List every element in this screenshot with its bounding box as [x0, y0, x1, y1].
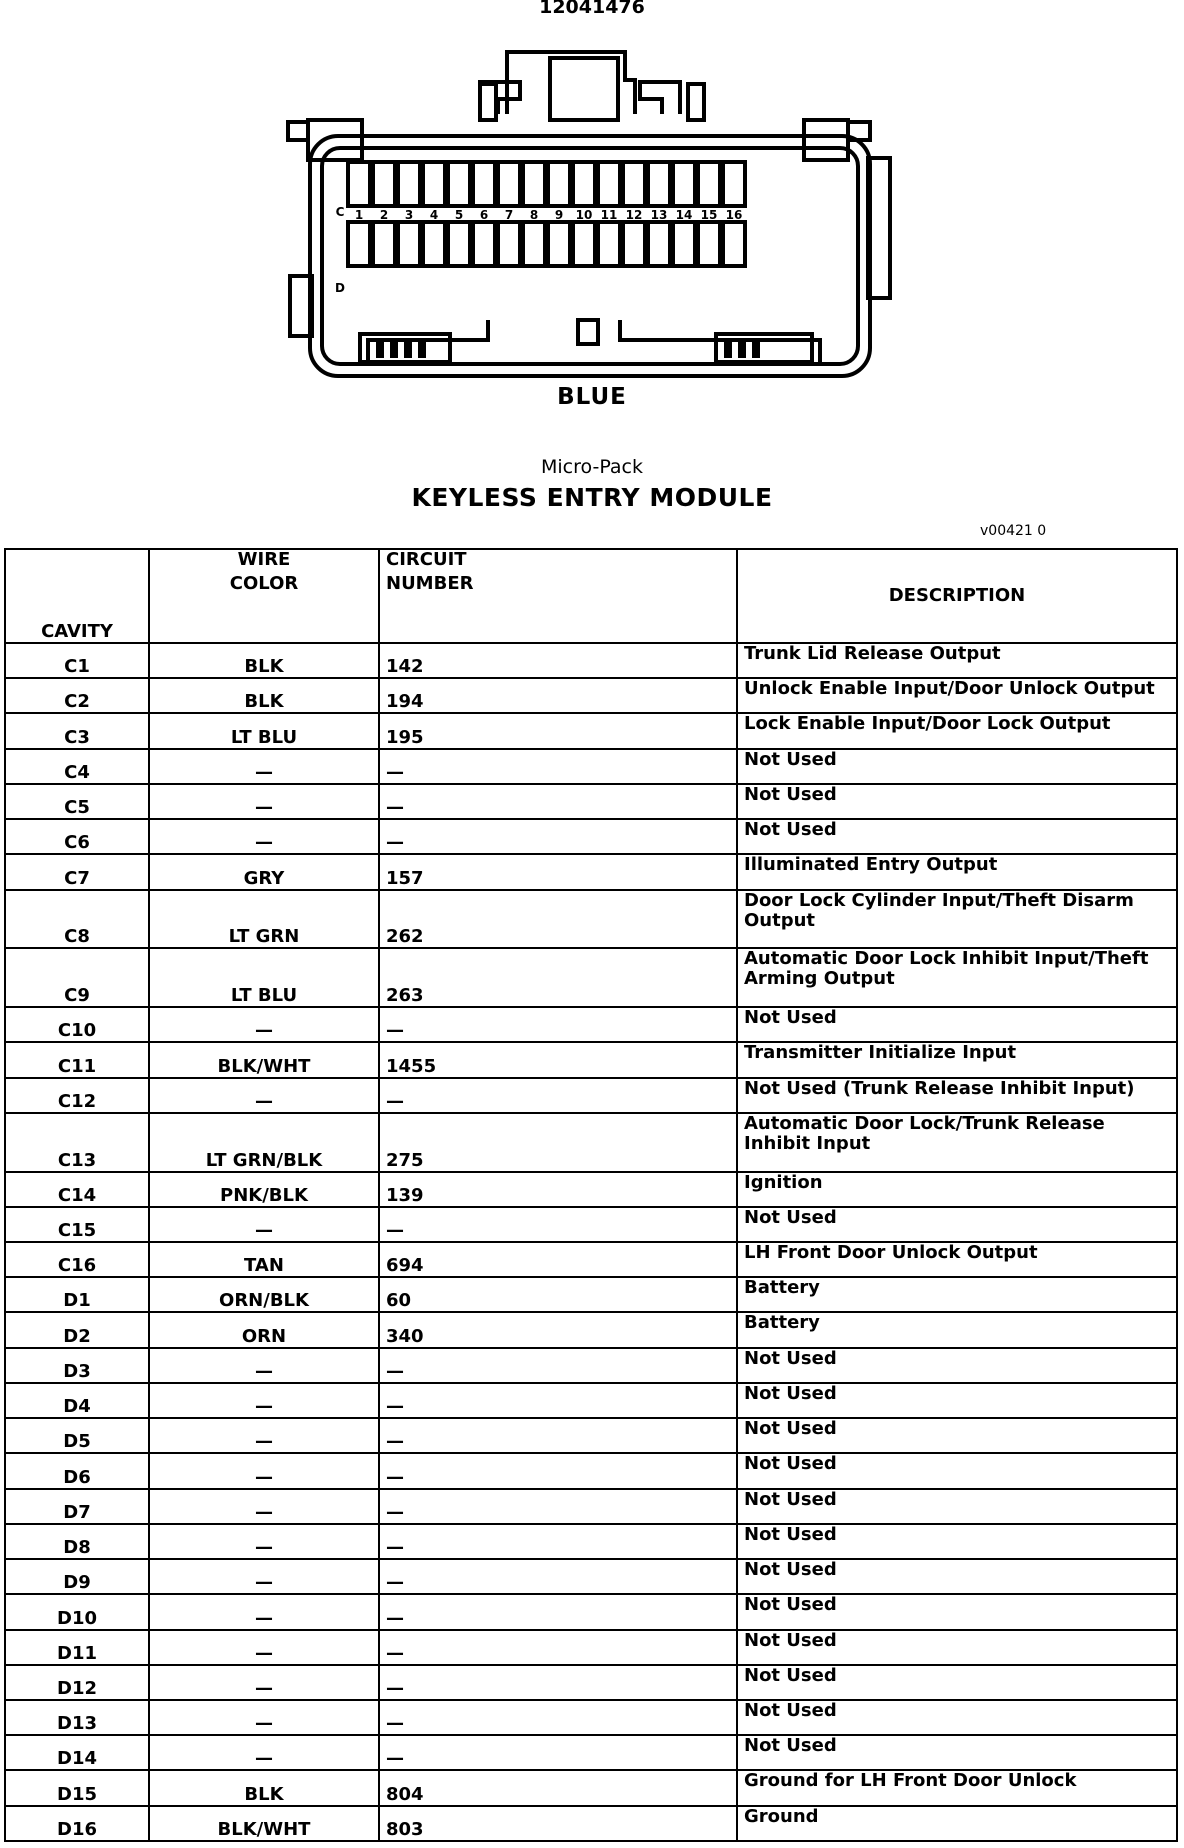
circuit-number-cell: —	[379, 749, 737, 784]
cavity-cell: D10	[5, 1594, 149, 1629]
cavity-d16	[723, 222, 745, 266]
circuit-number-cell: —	[379, 784, 737, 819]
circuit-number-cell: 157	[379, 854, 737, 889]
description-cell: Not Used	[737, 1735, 1177, 1770]
cavity-c6	[473, 162, 495, 206]
wire-color-cell: BLK	[149, 678, 379, 713]
table-row	[5, 1007, 1177, 1042]
table-row	[5, 1242, 1177, 1277]
table-row	[5, 1312, 1177, 1347]
table-row	[5, 1172, 1177, 1207]
cavity-c4	[423, 162, 445, 206]
table-row	[5, 1489, 1177, 1524]
wire-color-cell: LT GRN/BLK	[149, 1113, 379, 1172]
header-description: DESCRIPTION	[737, 549, 1177, 643]
pin-number-label: 3	[404, 208, 414, 222]
cavity-c13	[648, 162, 670, 206]
cavity-c9	[548, 162, 570, 206]
circuit-number-cell: 340	[379, 1312, 737, 1347]
table-row	[5, 1418, 1177, 1453]
circuit-number-cell: —	[379, 1700, 737, 1735]
wire-color-cell: —	[149, 749, 379, 784]
connector-diagram	[280, 44, 920, 384]
cavity-d13	[648, 222, 670, 266]
circuit-number-cell: 139	[379, 1172, 737, 1207]
description-cell: Not Used	[737, 784, 1177, 819]
description-cell: Not Used	[737, 1594, 1177, 1629]
circuit-number-cell: 804	[379, 1770, 737, 1805]
cavity-d11	[598, 222, 620, 266]
description-cell: Not Used	[737, 1524, 1177, 1559]
cavity-cell: C3	[5, 713, 149, 748]
header-circuit-line-1: CIRCUIT	[386, 549, 467, 570]
wire-color-cell: —	[149, 1348, 379, 1383]
description-cell: Not Used	[737, 1559, 1177, 1594]
description-cell: Not Used (Trunk Release Inhibit Input)	[737, 1078, 1177, 1113]
table-row	[5, 1806, 1177, 1841]
description-cell: Not Used	[737, 1007, 1177, 1042]
connector-subtitle: Micro-Pack	[540, 456, 644, 478]
wire-color-cell: —	[149, 1594, 379, 1629]
connector-latch	[507, 52, 635, 114]
circuit-number-cell: —	[379, 1418, 737, 1453]
table-row	[5, 749, 1177, 784]
table-row	[5, 819, 1177, 854]
cavity-cell: C8	[5, 890, 149, 949]
description-cell: Trunk Lid Release Output	[737, 643, 1177, 678]
header-circuit-line-2: NUMBER	[386, 573, 474, 594]
table-row	[5, 1770, 1177, 1805]
circuit-number-cell: —	[379, 1735, 737, 1770]
description-cell: Ground	[737, 1806, 1177, 1841]
cavity-cell: C15	[5, 1207, 149, 1242]
description-cell: Battery	[737, 1312, 1177, 1347]
table-row	[5, 1113, 1177, 1172]
cavity-d4	[423, 222, 445, 266]
table-row	[5, 643, 1177, 678]
connector-color: BLUE	[557, 384, 627, 410]
table-row	[5, 948, 1177, 1007]
cavity-d15	[698, 222, 720, 266]
wire-color-cell: —	[149, 819, 379, 854]
wire-color-cell: —	[149, 1665, 379, 1700]
wire-color-cell: TAN	[149, 1242, 379, 1277]
pin-number-label: 2	[379, 208, 389, 222]
left-mount-ear	[308, 120, 362, 160]
circuit-number-cell: 694	[379, 1242, 737, 1277]
cavity-d14	[673, 222, 695, 266]
table-row	[5, 713, 1177, 748]
description-cell: Transmitter Initialize Input	[737, 1042, 1177, 1077]
latch-lock-tab	[550, 58, 618, 120]
cavity-c16	[723, 162, 745, 206]
circuit-number-cell: —	[379, 1630, 737, 1665]
wire-color-cell: ORN	[149, 1312, 379, 1347]
circuit-number-cell: —	[379, 819, 737, 854]
cavity-cell: C2	[5, 678, 149, 713]
cavity-c10	[573, 162, 595, 206]
cavity-d1	[348, 222, 370, 266]
cavity-cell: C6	[5, 819, 149, 854]
wire-color-cell: —	[149, 1207, 379, 1242]
wire-color-cell: —	[149, 1489, 379, 1524]
cavity-cell: C10	[5, 1007, 149, 1042]
cavity-c11	[598, 162, 620, 206]
cavity-c3	[398, 162, 420, 206]
description-cell: LH Front Door Unlock Output	[737, 1242, 1177, 1277]
description-cell: Not Used	[737, 1453, 1177, 1488]
wire-color-cell: —	[149, 1700, 379, 1735]
description-cell: Not Used	[737, 749, 1177, 784]
right-mount-ear	[804, 120, 848, 160]
description-cell: Not Used	[737, 1207, 1177, 1242]
pin-number-label: 6	[479, 208, 489, 222]
wire-color-cell: LT BLU	[149, 713, 379, 748]
description-cell: Not Used	[737, 1383, 1177, 1418]
cavity-cell: C12	[5, 1078, 149, 1113]
pin-number-label: 9	[554, 208, 564, 222]
cavity-cell: D7	[5, 1489, 149, 1524]
pin-number-label: 1	[354, 208, 364, 222]
description-cell: Unlock Enable Input/Door Unlock Output	[737, 678, 1177, 713]
circuit-number-cell: 803	[379, 1806, 737, 1841]
cavity-cell: D13	[5, 1700, 149, 1735]
wire-color-cell: —	[149, 784, 379, 819]
wire-color-cell: —	[149, 1453, 379, 1488]
connector-part-number: 12041476	[539, 0, 645, 18]
circuit-number-cell: 275	[379, 1113, 737, 1172]
pin-number-label: 5	[454, 208, 464, 222]
cavity-d2	[373, 222, 395, 266]
wire-color-cell: —	[149, 1078, 379, 1113]
table-row	[5, 1078, 1177, 1113]
description-cell: Ground for LH Front Door Unlock	[737, 1770, 1177, 1805]
cavity-cell: C14	[5, 1172, 149, 1207]
cavity-cell: C5	[5, 784, 149, 819]
pin-number-label: 15	[700, 208, 718, 222]
wire-color-cell: GRY	[149, 854, 379, 889]
description-cell: Not Used	[737, 819, 1177, 854]
cavity-c2	[373, 162, 395, 206]
wire-color-cell: LT BLU	[149, 948, 379, 1007]
cavity-c8	[523, 162, 545, 206]
table-row	[5, 854, 1177, 889]
circuit-number-cell: —	[379, 1524, 737, 1559]
cavity-d12	[623, 222, 645, 266]
cavity-cell: D5	[5, 1418, 149, 1453]
circuit-number-cell: 194	[379, 678, 737, 713]
description-cell: Not Used	[737, 1489, 1177, 1524]
cavity-cell: D1	[5, 1277, 149, 1312]
table-row	[5, 1383, 1177, 1418]
pin-number-label: 13	[650, 208, 668, 222]
cavity-c1	[348, 162, 370, 206]
wire-color-cell: LT GRN	[149, 890, 379, 949]
circuit-number-cell: —	[379, 1078, 737, 1113]
header-cavity: CAVITY	[5, 549, 149, 643]
header-circuit-number	[379, 549, 737, 643]
cavity-cell: C9	[5, 948, 149, 1007]
cavity-c14	[673, 162, 695, 206]
wire-color-cell: BLK	[149, 643, 379, 678]
table-row	[5, 784, 1177, 819]
pin-number-label: 7	[504, 208, 514, 222]
description-cell: Illuminated Entry Output	[737, 854, 1177, 889]
wire-color-cell: —	[149, 1418, 379, 1453]
table-row	[5, 1207, 1177, 1242]
page-title: KEYLESS ENTRY MODULE	[411, 483, 773, 512]
pin-number-label: 11	[600, 208, 618, 222]
cavity-cell: D9	[5, 1559, 149, 1594]
pin-number-label: 14	[675, 208, 693, 222]
wire-color-cell: BLK/WHT	[149, 1806, 379, 1841]
pin-number-label: 12	[625, 208, 643, 222]
description-cell: Door Lock Cylinder Input/Theft Disarm Output	[737, 890, 1177, 949]
cavity-cell: D2	[5, 1312, 149, 1347]
table-row	[5, 1277, 1177, 1312]
circuit-number-cell: 1455	[379, 1042, 737, 1077]
circuit-number-cell: 60	[379, 1277, 737, 1312]
table-header-row	[5, 549, 1177, 643]
cavity-d7	[498, 222, 520, 266]
wire-color-cell: BLK	[149, 1770, 379, 1805]
cavity-cell: D11	[5, 1630, 149, 1665]
circuit-number-cell: —	[379, 1207, 737, 1242]
description-cell: Battery	[737, 1277, 1177, 1312]
cavity-cell: C11	[5, 1042, 149, 1077]
wire-color-cell: —	[149, 1383, 379, 1418]
cavity-d5	[448, 222, 470, 266]
cavity-cell: D16	[5, 1806, 149, 1841]
circuit-number-cell: 142	[379, 643, 737, 678]
circuit-number-cell: 263	[379, 948, 737, 1007]
table-row	[5, 1042, 1177, 1077]
description-cell: Not Used	[737, 1700, 1177, 1735]
cavity-cell: C4	[5, 749, 149, 784]
header-wire-line-2: COLOR	[229, 573, 299, 594]
wire-color-cell: BLK/WHT	[149, 1042, 379, 1077]
table-row	[5, 1453, 1177, 1488]
cavity-c12	[623, 162, 645, 206]
cavity-cell: C1	[5, 643, 149, 678]
wire-color-cell: —	[149, 1735, 379, 1770]
row-label-c: C	[335, 205, 345, 219]
cavity-cell: D12	[5, 1665, 149, 1700]
circuit-number-cell: 195	[379, 713, 737, 748]
table-row	[5, 1559, 1177, 1594]
cavity-cell: D6	[5, 1453, 149, 1488]
pin-number-label: 8	[529, 208, 539, 222]
table-row	[5, 1348, 1177, 1383]
table-row	[5, 890, 1177, 949]
figure-reference: v00421 0	[980, 523, 1047, 539]
circuit-number-cell: —	[379, 1665, 737, 1700]
wire-color-cell: —	[149, 1630, 379, 1665]
description-cell: Not Used	[737, 1665, 1177, 1700]
cavity-cell: D15	[5, 1770, 149, 1805]
cavity-c5	[448, 162, 470, 206]
cavity-cell: D14	[5, 1735, 149, 1770]
cavity-d3	[398, 222, 420, 266]
table-row	[5, 1524, 1177, 1559]
cavity-cell: D3	[5, 1348, 149, 1383]
circuit-number-cell: —	[379, 1348, 737, 1383]
table-row	[5, 1630, 1177, 1665]
cavity-c7	[498, 162, 520, 206]
circuit-number-cell: —	[379, 1453, 737, 1488]
description-cell: Lock Enable Input/Door Lock Output	[737, 713, 1177, 748]
cavity-d6	[473, 222, 495, 266]
description-cell: Not Used	[737, 1348, 1177, 1383]
wire-color-cell: ORN/BLK	[149, 1277, 379, 1312]
description-cell: Ignition	[737, 1172, 1177, 1207]
pinout-table	[4, 548, 1178, 1842]
header-wire-line-1: WIRE	[237, 549, 291, 570]
cavity-cell: C16	[5, 1242, 149, 1277]
cavity-cell: D8	[5, 1524, 149, 1559]
cavity-d8	[523, 222, 545, 266]
cavity-d10	[573, 222, 595, 266]
circuit-number-cell: —	[379, 1489, 737, 1524]
circuit-number-cell: 262	[379, 890, 737, 949]
table-row	[5, 678, 1177, 713]
header-wire-color	[149, 549, 379, 643]
wire-color-cell: —	[149, 1559, 379, 1594]
pinout-table-body	[5, 643, 1177, 1841]
description-cell: Automatic Door Lock Inhibit Input/Theft Arming Output	[737, 948, 1177, 1007]
wire-color-cell: —	[149, 1524, 379, 1559]
cavity-cell: C7	[5, 854, 149, 889]
description-cell: Automatic Door Lock/Trunk Release Inhibit Input	[737, 1113, 1177, 1172]
wire-color-cell: —	[149, 1007, 379, 1042]
row-label-d: D	[335, 281, 345, 295]
wire-color-cell: PNK/BLK	[149, 1172, 379, 1207]
table-row	[5, 1594, 1177, 1629]
description-cell: Not Used	[737, 1630, 1177, 1665]
circuit-number-cell: —	[379, 1383, 737, 1418]
cavity-c15	[698, 162, 720, 206]
table-row	[5, 1735, 1177, 1770]
cavity-cell: C13	[5, 1113, 149, 1172]
cavity-cell: D4	[5, 1383, 149, 1418]
table-row	[5, 1665, 1177, 1700]
description-cell: Not Used	[737, 1418, 1177, 1453]
pin-number-label: 10	[575, 208, 593, 222]
cavity-d9	[548, 222, 570, 266]
pin-number-label: 4	[429, 208, 439, 222]
table-row	[5, 1700, 1177, 1735]
circuit-number-cell: —	[379, 1559, 737, 1594]
circuit-number-cell: —	[379, 1594, 737, 1629]
circuit-number-cell: —	[379, 1007, 737, 1042]
pin-number-label: 16	[725, 208, 743, 222]
